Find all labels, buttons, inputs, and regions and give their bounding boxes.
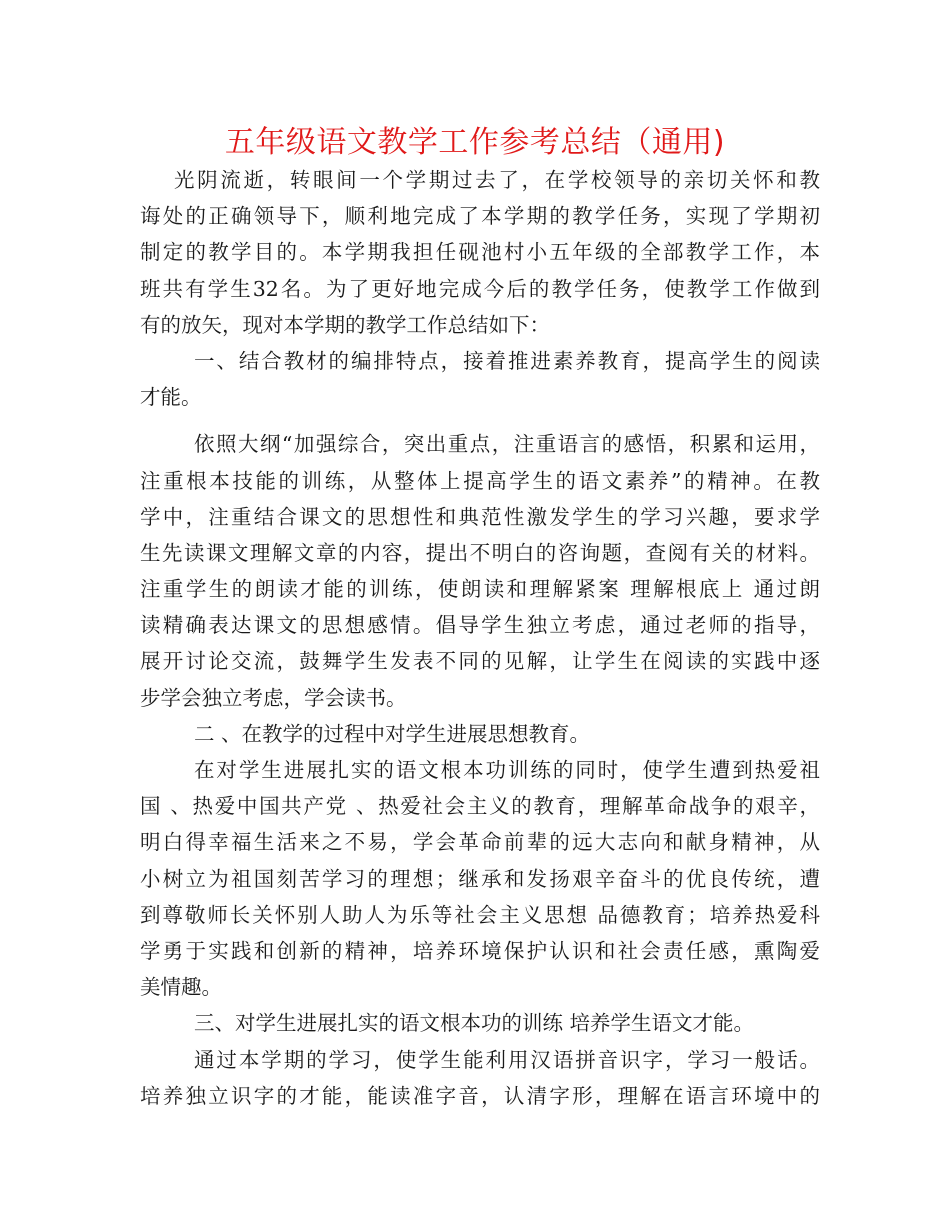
text-line: 班共有学生32名。为了更好地完成今后的教学任务，使教学工作做到 [140,276,820,301]
text-line: 在对学生进展扎实的语文根本功训练的同时，使学生遭到热爱祖 [194,758,820,782]
document-body [140,162,820,1114]
text-line: 步学会独立考虑，学会读书。 [140,685,407,710]
text-line: 依照大纲“加强综合，突出重点，注重语言的感悟，积累和运用， [194,432,820,457]
text-line: 注重根本技能的训练，从整体上提高学生的语文素养”的精神。在教 [140,468,820,493]
text-line: 培养独立识字的才能，能读准字音，认清字形，理解在语言环境中的 [140,1083,820,1108]
section-heading-2: 二 、在教学的过程中对学生进展思想教育。 [194,721,591,746]
section-heading-3: 三、对学生进展扎实的语文根本功的训练 培养学生语文才能。 [194,1011,755,1036]
text-line: 制定的教学目的。本学期我担任砚池村小五年级的全部教学工作，本 [140,240,820,265]
text-line: 通过本学期的学习，使学生能利用汉语拼音识字，学习一般话。 [194,1047,820,1072]
text-line: 明白得幸福生活来之不易，学会革命前辈的远大志向和献身精神，从 [140,830,820,855]
text-line: 注重学生的朗读才能的训练，使朗读和理解紧案 理解根底上 通过朗 [140,577,820,602]
text-line: 读精确表达课文的思想感情。倡导学生独立考虑，通过老师的指导， [140,613,820,638]
text-line: 生先读课文理解文章的内容，提出不明白的咨询题，查阅有关的材料。 [140,540,820,565]
document-title: 五年级语文教学工作参考总结（通用) [224,125,726,160]
text-line: 美情趣。 [140,975,222,1000]
text-line: 才能。 [140,385,202,410]
text-line: 诲处的正确领导下，顺利地完成了本学期的教学任务，实现了学期初 [140,204,820,229]
text-line: 光阴流逝，转眼间一个学期过去了，在学校领导的亲切关怀和教 [174,168,820,192]
text-line: 展开讨论交流，鼓舞学生发表不同的见解，让学生在阅读的实践中逐 [140,649,820,674]
text-line: 学中，注重结合课文的思想性和典范性激发学生的学习兴趣，要求学 [140,504,820,529]
text-line: 学勇于实践和创新的精神，培养环境保护认识和社会责任感，熏陶爱 [140,938,820,963]
text-line: 国 、热爱中国共产党 、热爱社会主义的教育，理解革命战争的艰辛， [140,794,820,819]
text-line: 到尊敬师长关怀别人助人为乐等社会主义思想 品德教育；培养热爱科 [140,902,820,927]
text-line: 小树立为祖国刻苦学习的理想；继承和发扬艰辛奋斗的优良传统，遭 [140,866,820,891]
section-heading-1: 一、结合教材的编排特点，接着推进素养教育，提高学生的阅读 [194,348,820,373]
text-line: 有的放矢，现对本学期的教学工作总结如下： [140,312,550,337]
